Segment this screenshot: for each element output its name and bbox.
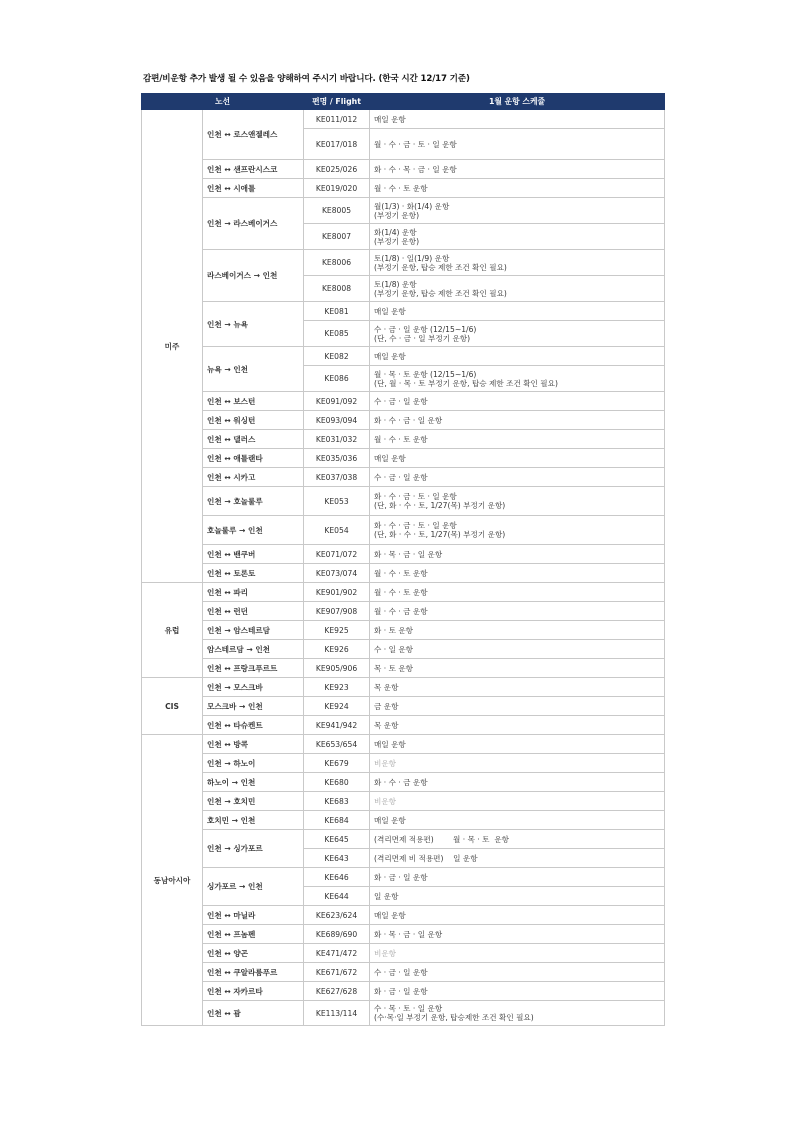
route-cell: 뉴욕 → 인천 — [203, 347, 304, 392]
flight-cell: KE907/908 — [304, 602, 370, 621]
schedule-line: 비운항 — [374, 758, 397, 768]
route-cell: 인천 ↔ 쿠알라룸푸르 — [203, 963, 304, 982]
schedule-line: 토(1/8) · 일(1/9) 운항 — [374, 253, 450, 263]
schedule-cell — [370, 250, 665, 276]
schedule-line: 매일 운항 — [374, 453, 406, 463]
schedule-cell — [370, 160, 665, 179]
schedule-line: 수 · 금 · 일 운항 (12/15~1/6) — [374, 324, 477, 334]
route-cell: 인천 ↔ 방콕 — [203, 735, 304, 754]
schedule-line: 월 · 수 · 토 운항 — [374, 183, 428, 193]
schedule-line: 목 운항 — [374, 682, 399, 692]
schedule-line: (단, 화 · 수 · 토, 1/27(목) 부정기 운항) — [374, 530, 506, 539]
route-cell: 인천 ↔ 로스앤젤레스 — [203, 110, 304, 160]
schedule-cell — [370, 602, 665, 621]
schedule-line: (단, 월 · 목 · 토 부정기 운항, 탑승 제한 조건 확인 필요) — [374, 378, 558, 388]
schedule-line: (격리면제 비 적용편) 일 운항 — [374, 853, 478, 863]
schedule-line: (부정기 운항) — [374, 210, 420, 220]
schedule-line: 수 · 목 · 토 · 일 운항 — [374, 1004, 443, 1013]
table-row — [142, 250, 665, 276]
table-row — [142, 697, 665, 716]
schedule-line: 화 · 수 · 금 · 일 운항 — [374, 415, 443, 425]
schedule-cell — [370, 849, 665, 868]
table-row — [142, 564, 665, 583]
table-row — [142, 160, 665, 179]
flight-cell: KE091/092 — [304, 392, 370, 411]
flight-cell: KE086 — [304, 366, 370, 392]
flight-cell: KE671/672 — [304, 963, 370, 982]
schedule-cell — [370, 982, 665, 1001]
flight-cell: KE684 — [304, 811, 370, 830]
schedule-line: (부정기 운항) — [374, 236, 420, 246]
route-cell: 인천 ↔ 런던 — [203, 602, 304, 621]
schedule-line: 일 운항 — [374, 891, 399, 901]
schedule-line: 수 · 금 · 일 운항 — [374, 967, 428, 977]
flight-cell: KE054 — [304, 516, 370, 545]
route-cell: 인천 ↔ 애틀랜타 — [203, 449, 304, 468]
schedule-line: (단, 화 · 수 · 토, 1/27(목) 부정기 운항) — [374, 501, 506, 510]
route-cell: 인천 ↔ 시애틀 — [203, 179, 304, 198]
flight-cell: KE053 — [304, 487, 370, 516]
schedule-line: 월 · 수 · 금 · 토 · 일 운항 — [374, 139, 457, 149]
table-row — [142, 830, 665, 849]
schedule-line: 비운항 — [374, 948, 397, 958]
route-cell: 모스크바 → 인천 — [203, 697, 304, 716]
table-row — [142, 430, 665, 449]
schedule-cell — [370, 430, 665, 449]
route-cell: 하노이 → 인천 — [203, 773, 304, 792]
table-row — [142, 982, 665, 1001]
schedule-cell — [370, 944, 665, 963]
schedule-line: 월 · 수 · 금 운항 — [374, 606, 428, 616]
table-row — [142, 716, 665, 735]
route-cell: 인천 ↔ 토론토 — [203, 564, 304, 583]
flight-cell: KE627/628 — [304, 982, 370, 1001]
table-row — [142, 906, 665, 925]
schedule-line: (격리면제 적용편) 월 · 목 · 토 운항 — [374, 834, 510, 844]
route-cell: 인천 → 암스테르담 — [203, 621, 304, 640]
schedule-cell — [370, 868, 665, 887]
route-cell: 인천 ↔ 양곤 — [203, 944, 304, 963]
flight-cell: KE8006 — [304, 250, 370, 276]
route-cell: 호놀룰루 → 인천 — [203, 516, 304, 545]
schedule-line: 월 · 수 · 토 운항 — [374, 587, 428, 597]
table-row — [142, 811, 665, 830]
schedule-line: 월 · 수 · 토 운항 — [374, 568, 428, 578]
schedule-cell — [370, 640, 665, 659]
flight-cell: KE082 — [304, 347, 370, 366]
table-row — [142, 468, 665, 487]
region-cell: 미주 — [142, 110, 203, 583]
schedule-line: 화 · 금 · 일 운항 — [374, 986, 428, 996]
flight-cell: KE646 — [304, 868, 370, 887]
flight-cell: KE471/472 — [304, 944, 370, 963]
schedule-cell — [370, 366, 665, 392]
table-row — [142, 545, 665, 564]
flight-cell: KE689/690 — [304, 925, 370, 944]
schedule-cell — [370, 906, 665, 925]
flight-cell: KE035/036 — [304, 449, 370, 468]
schedule-cell — [370, 735, 665, 754]
route-cell: 인천 ↔ 파리 — [203, 583, 304, 602]
schedule-cell — [370, 754, 665, 773]
route-cell: 인천 ↔ 보스턴 — [203, 392, 304, 411]
schedule-cell — [370, 110, 665, 129]
schedule-cell — [370, 811, 665, 830]
schedule-line: 토(1/8) 운항 — [374, 279, 417, 289]
schedule-line: 화 · 수 · 금 운항 — [374, 777, 428, 787]
schedule-cell — [370, 1001, 665, 1026]
schedule-cell — [370, 179, 665, 198]
schedule-line: 매일 운항 — [374, 815, 406, 825]
flight-cell: KE085 — [304, 321, 370, 347]
schedule-cell — [370, 887, 665, 906]
route-cell: 인천 → 뉴욕 — [203, 302, 304, 347]
route-cell: 인천 ↔ 워싱턴 — [203, 411, 304, 430]
flight-schedule-table — [141, 93, 665, 1026]
route-cell: 인천 ↔ 괌 — [203, 1001, 304, 1026]
schedule-cell — [370, 583, 665, 602]
schedule-line: 비운항 — [374, 796, 397, 806]
table-row — [142, 963, 665, 982]
schedule-line: 목 · 토 운항 — [374, 663, 414, 673]
route-cell: 인천 → 호치민 — [203, 792, 304, 811]
schedule-line: 수 · 금 · 일 운항 — [374, 472, 428, 482]
schedule-line: 월 · 수 · 토 운항 — [374, 434, 428, 444]
table-row — [142, 944, 665, 963]
flight-cell: KE905/906 — [304, 659, 370, 678]
flight-cell: KE093/094 — [304, 411, 370, 430]
flight-cell: KE926 — [304, 640, 370, 659]
schedule-line: 매일 운항 — [374, 910, 406, 920]
table-row — [142, 792, 665, 811]
route-cell: 싱가포르 → 인천 — [203, 868, 304, 906]
route-cell: 인천 ↔ 마닐라 — [203, 906, 304, 925]
schedule-cell — [370, 621, 665, 640]
route-cell: 인천 → 호놀룰루 — [203, 487, 304, 516]
schedule-line: 화 · 금 · 일 운항 — [374, 872, 428, 882]
schedule-line: 화 · 목 · 금 · 일 운항 — [374, 929, 443, 939]
flight-cell: KE679 — [304, 754, 370, 773]
table-row — [142, 735, 665, 754]
table-row — [142, 1001, 665, 1026]
flight-cell: KE011/012 — [304, 110, 370, 129]
route-cell: 인천 ↔ 댈러스 — [203, 430, 304, 449]
flight-cell: KE071/072 — [304, 545, 370, 564]
schedule-line: 화 · 목 · 금 · 일 운항 — [374, 549, 443, 559]
schedule-line: 수 · 금 · 일 운항 — [374, 396, 428, 406]
schedule-cell — [370, 302, 665, 321]
route-cell: 인천 → 라스베이거스 — [203, 198, 304, 250]
route-cell: 인천 ↔ 프랑크푸르트 — [203, 659, 304, 678]
schedule-line: 금 운항 — [374, 701, 399, 711]
flight-cell: KE8008 — [304, 276, 370, 302]
route-cell: 호치민 → 인천 — [203, 811, 304, 830]
route-cell: 인천 ↔ 샌프란시스코 — [203, 160, 304, 179]
schedule-cell — [370, 659, 665, 678]
schedule-line: (수·목·일 부정기 운항, 탑승제한 조건 확인 필요) — [374, 1013, 534, 1022]
flight-cell: KE081 — [304, 302, 370, 321]
flight-cell: KE925 — [304, 621, 370, 640]
schedule-line: 목 운항 — [374, 720, 399, 730]
schedule-line: 화 · 수 · 금 · 토 · 일 운항 — [374, 492, 457, 501]
schedule-cell — [370, 545, 665, 564]
flight-cell: KE644 — [304, 887, 370, 906]
table-row — [142, 602, 665, 621]
schedule-line: 화 · 수 · 금 · 토 · 일 운항 — [374, 521, 457, 530]
flight-cell: KE025/026 — [304, 160, 370, 179]
table-row — [142, 347, 665, 366]
table-row — [142, 302, 665, 321]
table-row — [142, 449, 665, 468]
schedule-cell — [370, 678, 665, 697]
table-row — [142, 179, 665, 198]
route-cell: 라스베이거스 → 인천 — [203, 250, 304, 302]
schedule-cell — [370, 564, 665, 583]
schedule-cell — [370, 830, 665, 849]
table-row — [142, 754, 665, 773]
table-row — [142, 392, 665, 411]
route-cell: 인천 ↔ 밴쿠버 — [203, 545, 304, 564]
flight-cell: KE941/942 — [304, 716, 370, 735]
header-flight: 편명 / Flight — [304, 94, 370, 110]
route-cell: 인천 ↔ 타슈켄트 — [203, 716, 304, 735]
schedule-line: 월(1/3) · 화(1/4) 운항 — [374, 201, 450, 211]
schedule-cell — [370, 468, 665, 487]
route-cell: 암스테르담 → 인천 — [203, 640, 304, 659]
schedule-line: 월 · 목 · 토 운항 (12/15~1/6) — [374, 369, 477, 379]
table-row — [142, 487, 665, 516]
schedule-cell — [370, 449, 665, 468]
schedule-line: (부정기 운항, 탑승 제한 조건 확인 필요) — [374, 288, 507, 298]
table-row — [142, 621, 665, 640]
table-row — [142, 773, 665, 792]
schedule-cell — [370, 411, 665, 430]
route-cell: 인천 → 하노이 — [203, 754, 304, 773]
schedule-line: 수 · 일 운항 — [374, 644, 414, 654]
table-row — [142, 198, 665, 224]
schedule-cell — [370, 697, 665, 716]
route-cell: 인천 ↔ 자카르타 — [203, 982, 304, 1001]
schedule-cell — [370, 392, 665, 411]
region-cell: CIS — [142, 678, 203, 735]
schedule-cell — [370, 792, 665, 811]
region-cell: 유럽 — [142, 583, 203, 678]
schedule-cell — [370, 321, 665, 347]
schedule-cell — [370, 516, 665, 545]
flight-cell: KE923 — [304, 678, 370, 697]
header-schedule: 1월 운항 스케쥴 — [370, 94, 665, 110]
flight-cell: KE645 — [304, 830, 370, 849]
table-row — [142, 110, 665, 129]
route-cell: 인천 → 싱가포르 — [203, 830, 304, 868]
flight-cell: KE643 — [304, 849, 370, 868]
schedule-line: 화 · 토 운항 — [374, 625, 414, 635]
route-cell: 인천 ↔ 시카고 — [203, 468, 304, 487]
table-body — [142, 110, 665, 1026]
schedule-line: 매일 운항 — [374, 306, 406, 316]
flight-cell: KE019/020 — [304, 179, 370, 198]
route-cell: 인천 → 모스크바 — [203, 678, 304, 697]
flight-cell: KE073/074 — [304, 564, 370, 583]
flight-cell: KE623/624 — [304, 906, 370, 925]
flight-cell: KE653/654 — [304, 735, 370, 754]
schedule-cell — [370, 716, 665, 735]
schedule-line: (단, 수 · 금 · 일 부정기 운항) — [374, 333, 471, 343]
route-cell: 인천 ↔ 프놈펜 — [203, 925, 304, 944]
schedule-cell — [370, 198, 665, 224]
table-row — [142, 659, 665, 678]
flight-cell: KE017/018 — [304, 129, 370, 160]
schedule-cell — [370, 276, 665, 302]
table-row — [142, 678, 665, 697]
notice-text: 감편/비운항 추가 발생 될 수 있음을 양해하여 주시기 바랍니다. (한국 시간 12/17 기준) — [143, 74, 470, 84]
flight-cell: KE037/038 — [304, 468, 370, 487]
schedule-line: (부정기 운항, 탑승 제한 조건 확인 필요) — [374, 262, 507, 272]
schedule-cell — [370, 487, 665, 516]
table-row — [142, 640, 665, 659]
header-route: 노선 — [142, 94, 304, 110]
schedule-cell — [370, 129, 665, 160]
flight-cell: KE924 — [304, 697, 370, 716]
schedule-line: 화(1/4) 운항 — [374, 227, 417, 237]
schedule-line: 매일 운항 — [374, 114, 406, 124]
flight-cell: KE901/902 — [304, 583, 370, 602]
region-cell: 동남아시아 — [142, 735, 203, 1026]
table-row — [142, 411, 665, 430]
schedule-cell — [370, 224, 665, 250]
schedule-line: 화 · 수 · 목 · 금 · 일 운항 — [374, 164, 457, 174]
flight-cell: KE031/032 — [304, 430, 370, 449]
table-row — [142, 925, 665, 944]
flight-cell: KE8007 — [304, 224, 370, 250]
table-header-row — [142, 94, 665, 110]
table-row — [142, 868, 665, 887]
table-row — [142, 516, 665, 545]
schedule-cell — [370, 773, 665, 792]
flight-cell: KE8005 — [304, 198, 370, 224]
flight-cell: KE683 — [304, 792, 370, 811]
schedule-cell — [370, 963, 665, 982]
schedule-line: 매일 운항 — [374, 351, 406, 361]
table-row — [142, 583, 665, 602]
schedule-cell — [370, 347, 665, 366]
flight-cell: KE113/114 — [304, 1001, 370, 1026]
schedule-line: 매일 운항 — [374, 739, 406, 749]
schedule-cell — [370, 925, 665, 944]
flight-cell: KE680 — [304, 773, 370, 792]
